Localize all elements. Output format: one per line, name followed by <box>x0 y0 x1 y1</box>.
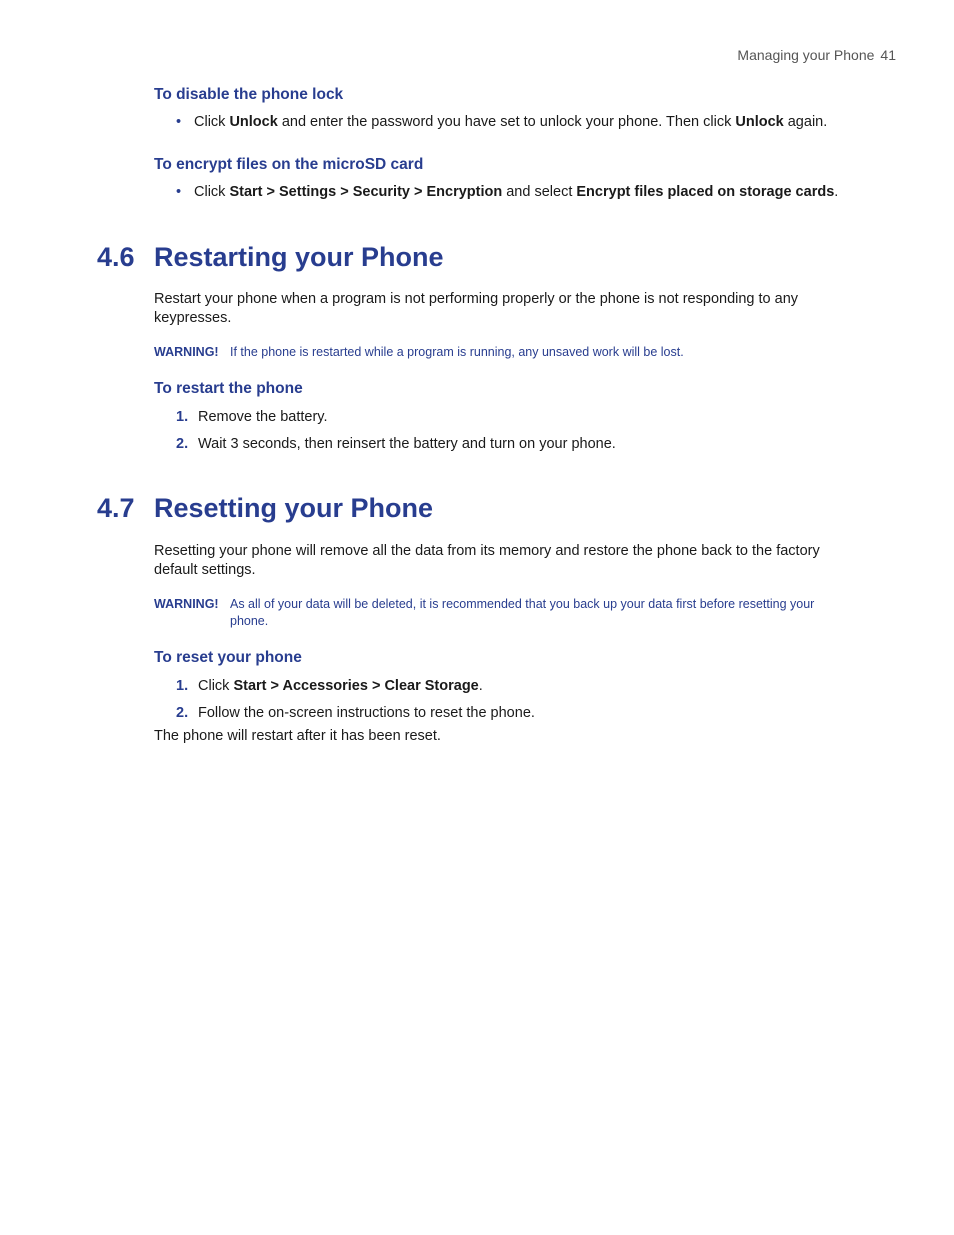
reset-step-2: 2. Follow the on-screen instructions to reset the phone. <box>176 705 535 721</box>
subhead-restart: To restart the phone <box>154 380 303 397</box>
section-title-4-6: 4.6 Restarting your Phone <box>97 242 444 272</box>
warning-4-7 <box>154 596 854 630</box>
section-4-7-intro: Resetting your phone will remove all the data from its memory and restore the phone back to the factory default settings. <box>154 543 820 578</box>
bullet-encrypt: • Click Start > Settings > Security > Encryption and select Encrypt files placed on storage cards. <box>176 184 839 200</box>
restart-step-2: 2. Wait 3 seconds, then reinsert the battery and turn on your phone. <box>176 436 616 452</box>
bullet-dot: • <box>176 114 182 130</box>
header-title: Managing your Phone <box>737 47 875 63</box>
warning-text: As all of your data will be deleted, it is recommended that you back up your data first before resetting your phone. <box>230 597 815 628</box>
warning-label: WARNING! <box>154 345 219 359</box>
section-4-6-intro: Restart your phone when a program is not performing properly or the phone is not responding to any keypresses. <box>154 291 799 326</box>
warning-text: If the phone is restarted while a program is running, any unsaved work will be lost. <box>230 345 684 359</box>
reset-step-1: 1. Click Start > Accessories > Clear Storage. <box>176 678 483 694</box>
restart-step-1: 1. Remove the battery. <box>176 409 328 425</box>
page-header <box>737 47 896 63</box>
reset-closing: The phone will restart after it has been reset. <box>154 728 441 744</box>
subhead-reset: To reset your phone <box>154 649 302 666</box>
warning-4-6 <box>154 344 854 361</box>
section-title-4-7: 4.7 Resetting your Phone <box>97 493 434 523</box>
subhead-disable-lock: To disable the phone lock <box>154 86 344 103</box>
bullet-disable-lock: • Click Unlock and enter the password you have set to unlock your phone. Then click Unlock again. <box>176 114 828 130</box>
page-number: 41 <box>880 47 896 63</box>
bullet-dot: • <box>176 184 182 200</box>
warning-label: WARNING! <box>154 597 219 611</box>
subhead-encrypt: To encrypt files on the microSD card <box>154 156 424 173</box>
